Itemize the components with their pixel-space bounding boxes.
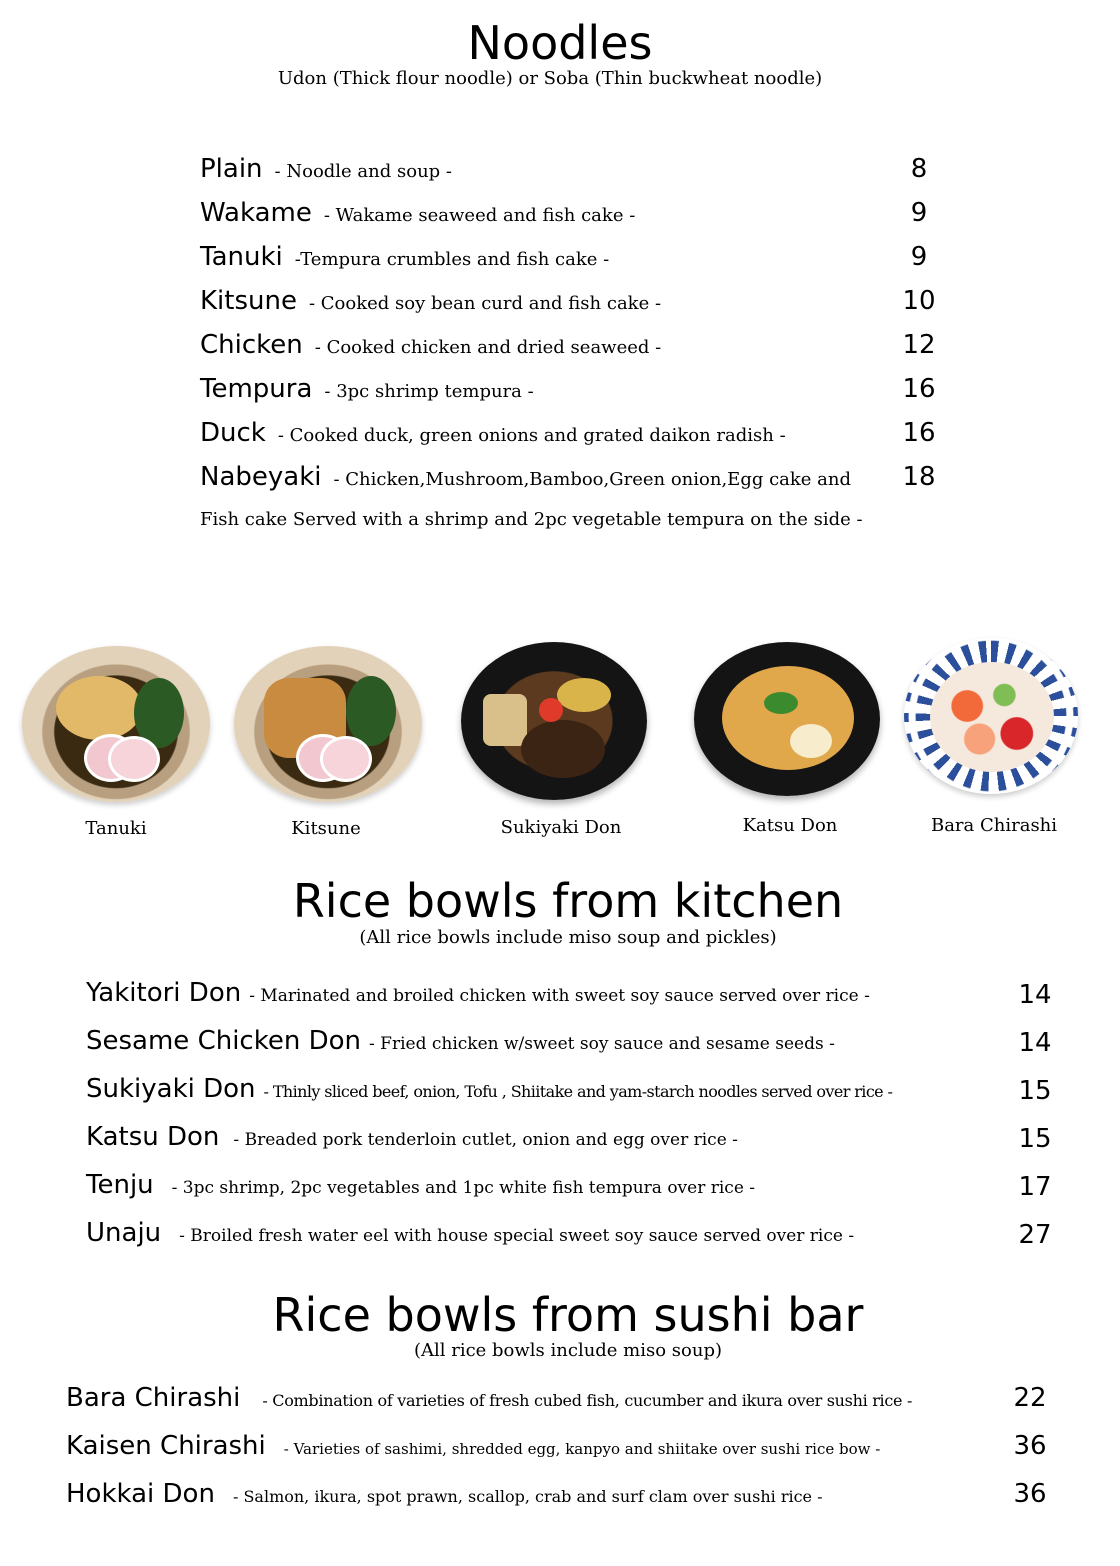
fish-cake — [108, 736, 160, 782]
photo-label-kitsune: Kitsune — [291, 818, 361, 839]
item-name: Sesame Chicken Don — [86, 1026, 361, 1056]
sukiyaki-don-photo — [461, 642, 647, 800]
item-name: Sukiyaki Don — [86, 1074, 256, 1104]
menu-item-kaisen-chirashi — [66, 1431, 880, 1461]
item-price: 16 — [902, 374, 936, 404]
menu-item-hokkai-don — [66, 1479, 823, 1509]
item-name: Duck — [200, 418, 266, 448]
photo-label-katsu-don: Katsu Don — [742, 815, 838, 836]
menu-item-sukiyaki-don — [86, 1074, 892, 1104]
nabeyaki-desc-continued — [200, 509, 863, 530]
item-desc: - Thinly sliced beef, onion, Tofu , Shiitake and yam-starch noodles served over rice - — [263, 1082, 893, 1101]
item-price: 18 — [902, 462, 936, 492]
kitsune-photo — [234, 646, 422, 802]
menu-item-kitsune — [200, 286, 661, 316]
menu-item-yakitori-don — [86, 978, 870, 1008]
item-desc: - Marinated and broiled chicken with sweet soy sauce served over rice - — [249, 986, 870, 1006]
sushi-subtitle: (All rice bowls include miso soup) — [413, 1340, 723, 1361]
item-desc: Fish cake Served with a shrimp and 2pc vegetable tempura on the side - — [200, 509, 863, 530]
item-name: Bara Chirashi — [66, 1383, 241, 1413]
item-name: Plain — [200, 154, 263, 184]
item-desc: - Cooked soy bean curd and fish cake - — [308, 293, 662, 314]
menu-item-tenju — [86, 1170, 755, 1200]
item-price: 12 — [902, 330, 936, 360]
sushi-title: Rice bowls from sushi bar — [272, 1288, 864, 1342]
spinach — [346, 676, 396, 746]
item-name: Kaisen Chirashi — [66, 1431, 266, 1461]
item-name: Tenju — [86, 1170, 154, 1200]
mitsuba — [764, 692, 798, 714]
item-name: Kitsune — [200, 286, 297, 316]
item-desc: - Noodle and soup - — [274, 161, 452, 182]
item-price: 15 — [1018, 1124, 1052, 1154]
item-price: 27 — [1018, 1220, 1052, 1250]
menu-item-sesame-chicken-don — [86, 1026, 835, 1056]
item-desc: - Combination of varieties of fresh cubed fish, cucumber and ikura over sushi rice - — [262, 1391, 913, 1410]
item-price: 15 — [1018, 1076, 1052, 1106]
katsu-don-photo — [694, 642, 880, 796]
item-price: 16 — [902, 418, 936, 448]
item-desc: - Cooked chicken and dried seaweed - — [314, 337, 662, 358]
item-price: 10 — [902, 286, 936, 316]
menu-item-wakame — [200, 198, 635, 228]
item-price: 36 — [1013, 1479, 1047, 1509]
menu-item-tempura — [200, 374, 534, 404]
item-price: 9 — [910, 198, 928, 228]
item-desc: - Fried chicken w/sweet soy sauce and sesame seeds - — [369, 1034, 835, 1054]
cubed-fish — [930, 662, 1054, 772]
item-name: Nabeyaki — [200, 462, 322, 492]
item-price: 14 — [1018, 980, 1052, 1010]
fish-cake — [320, 736, 372, 782]
item-price: 22 — [1013, 1383, 1047, 1413]
item-price: 17 — [1018, 1172, 1052, 1202]
item-desc: - Chicken,Mushroom,Bamboo,Green onion,Egg cake and — [333, 469, 852, 490]
item-desc: - 3pc shrimp tempura - — [324, 381, 534, 402]
item-desc: - Salmon, ikura, spot prawn, scallop, crab and surf clam over sushi rice - — [232, 1487, 823, 1506]
item-name: Tanuki — [200, 242, 283, 272]
item-desc: - Varieties of sashimi, shredded egg, kanpyo and shiitake over sushi rice bow - — [283, 1440, 881, 1458]
tanuki-photo — [22, 646, 210, 802]
menu-item-bara-chirashi — [66, 1383, 912, 1413]
item-name: Wakame — [200, 198, 312, 228]
item-desc: - Breaded pork tenderloin cutlet, onion and egg over rice - — [233, 1130, 738, 1150]
item-name: Chicken — [200, 330, 303, 360]
item-desc: - Wakame seaweed and fish cake - — [323, 205, 636, 226]
kitchen-subtitle: (All rice bowls include miso soup and pickles) — [359, 927, 777, 948]
tofu — [483, 694, 527, 746]
noodles-title: Noodles — [467, 16, 653, 70]
item-desc: - Cooked duck, green onions and grated daikon radish - — [277, 425, 786, 446]
menu-item-plain — [200, 154, 452, 184]
noodles-subtitle: Udon (Thick flour noodle) or Soba (Thin buckwheat noodle) — [277, 68, 823, 89]
menu-item-nabeyaki — [200, 462, 851, 492]
item-name: Tempura — [200, 374, 313, 404]
egg-white — [790, 724, 832, 758]
tempura-crumbles — [56, 676, 142, 740]
item-name: Unaju — [86, 1218, 162, 1248]
item-name: Hokkai Don — [66, 1479, 215, 1509]
item-desc: - Broiled fresh water eel with house special sweet soy sauce served over rice - — [179, 1226, 855, 1246]
item-desc: - 3pc shrimp, 2pc vegetables and 1pc white fish tempura over rice - — [171, 1178, 756, 1198]
menu-item-katsu-don — [86, 1122, 738, 1152]
item-price: 14 — [1018, 1028, 1052, 1058]
menu-item-unaju — [86, 1218, 854, 1248]
onion — [557, 678, 611, 712]
beef — [521, 720, 605, 778]
item-price: 36 — [1013, 1431, 1047, 1461]
photo-label-bara-chirashi: Bara Chirashi — [930, 815, 1058, 836]
item-price: 8 — [910, 154, 928, 184]
item-name: Yakitori Don — [86, 978, 242, 1008]
pickled-ginger — [539, 698, 563, 722]
item-desc: -Tempura crumbles and fish cake - — [294, 249, 610, 270]
bara-chirashi-photo — [904, 638, 1078, 794]
menu-item-tanuki — [200, 242, 609, 272]
item-price: 9 — [910, 242, 928, 272]
katsu-egg — [722, 666, 854, 770]
photo-label-tanuki: Tanuki — [85, 818, 147, 839]
photo-label-sukiyaki-don: Sukiyaki Don — [500, 817, 622, 838]
kitchen-title: Rice bowls from kitchen — [292, 874, 844, 928]
menu-item-duck — [200, 418, 786, 448]
menu-item-chicken — [200, 330, 661, 360]
item-name: Katsu Don — [86, 1122, 220, 1152]
